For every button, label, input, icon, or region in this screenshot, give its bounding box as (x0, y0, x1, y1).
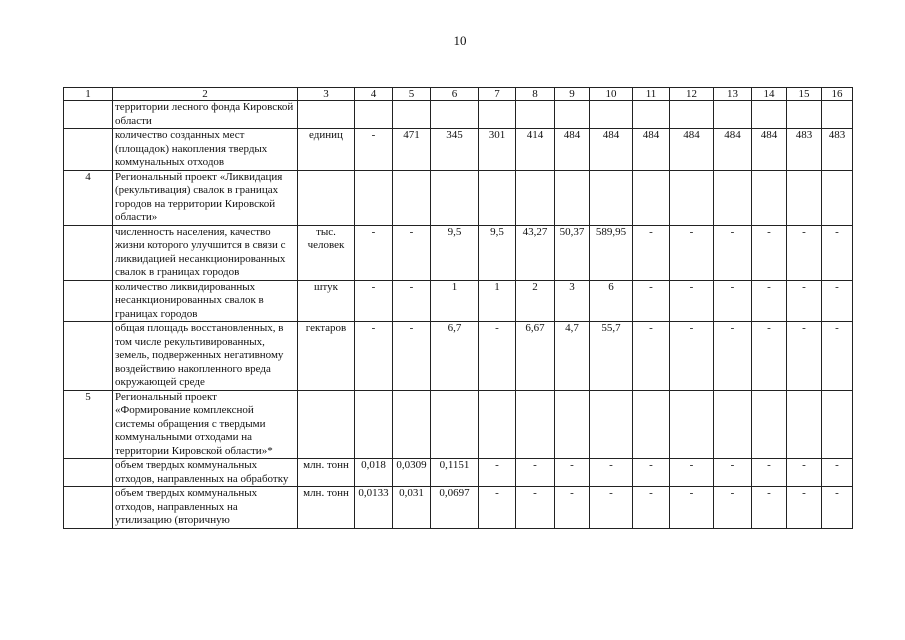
value-cell: - (752, 459, 787, 487)
value-cell: 484 (752, 129, 787, 171)
column-header: 12 (670, 88, 714, 101)
row-number-cell: 5 (64, 390, 113, 459)
value-cell: 50,37 (555, 225, 590, 280)
value-cell: 483 (822, 129, 853, 171)
indicator-name-cell: территории лесного фонда Кировской области (113, 101, 298, 129)
value-cell: - (633, 280, 670, 322)
value-cell (479, 390, 516, 459)
value-cell: - (479, 459, 516, 487)
column-header: 4 (355, 88, 393, 101)
value-cell: - (822, 225, 853, 280)
value-cell: - (479, 487, 516, 529)
column-header: 1 (64, 88, 113, 101)
value-cell (670, 101, 714, 129)
value-cell: 589,95 (590, 225, 633, 280)
value-cell (670, 390, 714, 459)
value-cell: 1 (431, 280, 479, 322)
column-header: 9 (555, 88, 590, 101)
row-number-cell (64, 225, 113, 280)
value-cell (752, 390, 787, 459)
column-header: 8 (516, 88, 555, 101)
value-cell (393, 390, 431, 459)
value-cell (714, 101, 752, 129)
value-cell: 9,5 (479, 225, 516, 280)
unit-cell: млн. тонн (298, 459, 355, 487)
indicator-name-cell: количество ликвидированных несанкционированных свалок в границах городов (113, 280, 298, 322)
unit-cell: штук (298, 280, 355, 322)
value-cell (752, 101, 787, 129)
table-body (64, 101, 853, 529)
value-cell: - (633, 459, 670, 487)
value-cell (590, 170, 633, 225)
value-cell: 301 (479, 129, 516, 171)
column-header: 11 (633, 88, 670, 101)
column-header: 15 (787, 88, 822, 101)
value-cell: 6,67 (516, 322, 555, 391)
value-cell (555, 390, 590, 459)
table-row (64, 129, 853, 171)
value-cell: - (787, 280, 822, 322)
column-header: 6 (431, 88, 479, 101)
value-cell (479, 101, 516, 129)
indicator-name-cell: общая площадь восстановленных, в том числе рекультивированных, земель, подверженных негативному воздействию накопленного вреда окружающей среде (113, 322, 298, 391)
value-cell: - (633, 322, 670, 391)
value-cell: 9,5 (431, 225, 479, 280)
header-row (64, 88, 853, 101)
value-cell (787, 390, 822, 459)
value-cell (787, 101, 822, 129)
table-row (64, 280, 853, 322)
value-cell (555, 101, 590, 129)
value-cell: - (516, 459, 555, 487)
unit-cell (298, 170, 355, 225)
value-cell: - (555, 459, 590, 487)
table-row (64, 170, 853, 225)
value-cell: - (555, 487, 590, 529)
value-cell: 0,0697 (431, 487, 479, 529)
value-cell (355, 101, 393, 129)
value-cell (787, 170, 822, 225)
value-cell: - (670, 280, 714, 322)
value-cell: - (752, 322, 787, 391)
value-cell: - (714, 459, 752, 487)
value-cell: - (393, 322, 431, 391)
value-cell (431, 390, 479, 459)
value-cell: - (714, 322, 752, 391)
row-number-cell (64, 487, 113, 529)
value-cell: - (393, 280, 431, 322)
column-header: 2 (113, 88, 298, 101)
table-row (64, 101, 853, 129)
value-cell: - (670, 225, 714, 280)
value-cell (633, 170, 670, 225)
value-cell: 484 (670, 129, 714, 171)
value-cell: - (752, 487, 787, 529)
value-cell: - (714, 225, 752, 280)
value-cell: 484 (633, 129, 670, 171)
row-number-cell: 4 (64, 170, 113, 225)
value-cell (714, 170, 752, 225)
column-header: 14 (752, 88, 787, 101)
value-cell: - (516, 487, 555, 529)
value-cell: - (633, 225, 670, 280)
table-row (64, 225, 853, 280)
value-cell: 0,0133 (355, 487, 393, 529)
value-cell: 1 (479, 280, 516, 322)
row-number-cell (64, 129, 113, 171)
value-cell (633, 101, 670, 129)
indicator-name-cell: количество созданных мест (площадок) накопления твердых коммунальных отходов (113, 129, 298, 171)
value-cell: 0,031 (393, 487, 431, 529)
column-header: 5 (393, 88, 431, 101)
value-cell (431, 101, 479, 129)
value-cell: - (822, 280, 853, 322)
column-header: 16 (822, 88, 853, 101)
unit-cell (298, 101, 355, 129)
unit-cell (298, 390, 355, 459)
value-cell: - (355, 322, 393, 391)
value-cell (393, 101, 431, 129)
value-cell (355, 170, 393, 225)
column-header: 3 (298, 88, 355, 101)
value-cell: 4,7 (555, 322, 590, 391)
value-cell (590, 390, 633, 459)
column-header: 13 (714, 88, 752, 101)
value-cell: - (355, 129, 393, 171)
value-cell: - (670, 459, 714, 487)
value-cell: - (714, 487, 752, 529)
value-cell: - (670, 487, 714, 529)
value-cell (752, 170, 787, 225)
value-cell (479, 170, 516, 225)
value-cell (516, 390, 555, 459)
value-cell: 6 (590, 280, 633, 322)
unit-cell: гектаров (298, 322, 355, 391)
row-number-cell (64, 459, 113, 487)
value-cell: - (822, 487, 853, 529)
indicators-table (63, 87, 853, 529)
table-row (64, 487, 853, 529)
value-cell: 471 (393, 129, 431, 171)
table-row (64, 390, 853, 459)
row-number-cell (64, 101, 113, 129)
value-cell: 55,7 (590, 322, 633, 391)
value-cell: 6,7 (431, 322, 479, 391)
value-cell: 2 (516, 280, 555, 322)
column-header: 10 (590, 88, 633, 101)
table-row (64, 459, 853, 487)
value-cell: - (393, 225, 431, 280)
value-cell: - (787, 487, 822, 529)
value-cell (555, 170, 590, 225)
value-cell (633, 390, 670, 459)
value-cell: - (752, 225, 787, 280)
column-header: 7 (479, 88, 516, 101)
value-cell: - (670, 322, 714, 391)
value-cell: - (787, 322, 822, 391)
value-cell: - (787, 459, 822, 487)
value-cell: 414 (516, 129, 555, 171)
value-cell: 3 (555, 280, 590, 322)
value-cell (822, 170, 853, 225)
value-cell: - (633, 487, 670, 529)
indicator-name-cell: объем твердых коммунальных отходов, направленных на утилизацию (вторичную (113, 487, 298, 529)
value-cell: 345 (431, 129, 479, 171)
value-cell (670, 170, 714, 225)
value-cell: 0,0309 (393, 459, 431, 487)
value-cell: - (479, 322, 516, 391)
value-cell (393, 170, 431, 225)
value-cell (355, 390, 393, 459)
value-cell: 484 (555, 129, 590, 171)
indicator-name-cell: численность населения, качество жизни которого улучшится в связи с ликвидацией несанкционированных свалок в границах городов (113, 225, 298, 280)
value-cell (822, 101, 853, 129)
value-cell: - (714, 280, 752, 322)
row-number-cell (64, 322, 113, 391)
row-number-cell (64, 280, 113, 322)
value-cell (516, 101, 555, 129)
value-cell: 0,1151 (431, 459, 479, 487)
value-cell (516, 170, 555, 225)
value-cell (431, 170, 479, 225)
value-cell: 484 (590, 129, 633, 171)
value-cell: - (355, 225, 393, 280)
value-cell: 0,018 (355, 459, 393, 487)
unit-cell: млн. тонн (298, 487, 355, 529)
unit-cell: тыс. человек (298, 225, 355, 280)
unit-cell: единиц (298, 129, 355, 171)
value-cell: - (787, 225, 822, 280)
indicator-name-cell: Региональный проект «Ликвидация (рекультивация) свалок в границах городов на территории Кировской области» (113, 170, 298, 225)
value-cell: - (822, 459, 853, 487)
indicator-name-cell: объем твердых коммунальных отходов, направленных на обработку (113, 459, 298, 487)
value-cell: - (355, 280, 393, 322)
value-cell: 484 (714, 129, 752, 171)
value-cell (714, 390, 752, 459)
value-cell: 43,27 (516, 225, 555, 280)
indicator-name-cell: Региональный проект «Формирование комплексной системы обращения с твердыми коммунальными отходами на территории Кировской области»* (113, 390, 298, 459)
table-row (64, 322, 853, 391)
value-cell: - (590, 487, 633, 529)
value-cell (822, 390, 853, 459)
value-cell: - (590, 459, 633, 487)
value-cell: - (752, 280, 787, 322)
value-cell (590, 101, 633, 129)
value-cell: - (822, 322, 853, 391)
page-number: 10 (453, 33, 467, 48)
value-cell: 483 (787, 129, 822, 171)
